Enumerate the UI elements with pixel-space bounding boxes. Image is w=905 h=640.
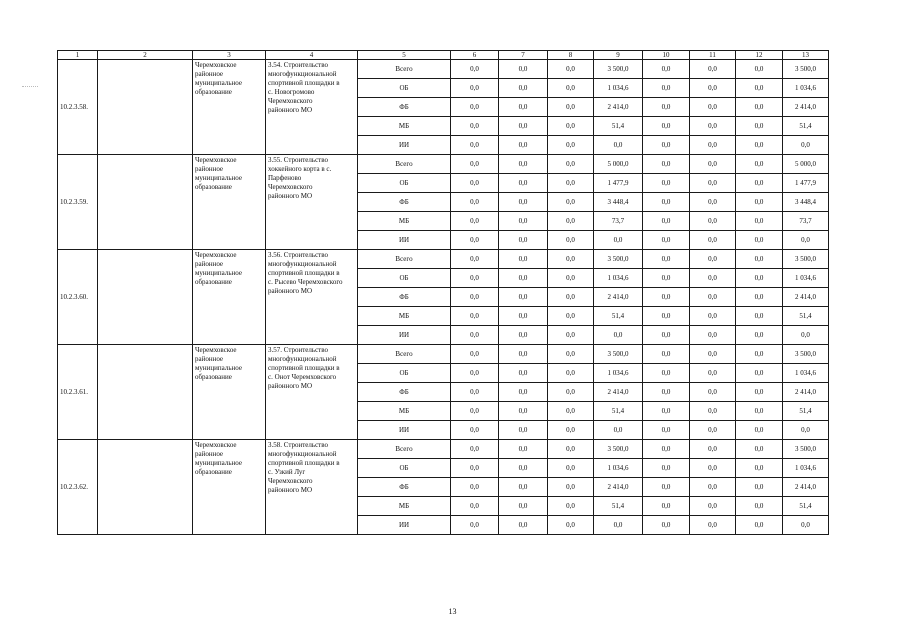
- value-cell: 51,4: [783, 117, 829, 136]
- value-cell: 0,0: [548, 459, 594, 478]
- value-cell: 0,0: [736, 174, 783, 193]
- value-cell: 0,0: [499, 497, 548, 516]
- value-cell: 0,0: [643, 497, 690, 516]
- value-cell: 0,0: [643, 193, 690, 212]
- value-cell: 0,0: [736, 269, 783, 288]
- value-cell: 0,0: [690, 326, 736, 345]
- value-cell: 0,0: [690, 288, 736, 307]
- value-cell: 0,0: [548, 364, 594, 383]
- value-cell: 0,0: [643, 307, 690, 326]
- funding-source-cell: ИИ: [358, 136, 451, 155]
- value-cell: 0,0: [736, 364, 783, 383]
- value-cell: 0,0: [451, 478, 499, 497]
- value-cell: 0,0: [451, 98, 499, 117]
- value-cell: 0,0: [548, 155, 594, 174]
- measure-code: 10.2.3.61.: [58, 345, 98, 440]
- value-cell: 0,0: [736, 326, 783, 345]
- value-cell: 0,0: [451, 383, 499, 402]
- column-header-6: 6: [451, 51, 499, 60]
- organization-cell: Черемховское районное муниципальное образование: [193, 440, 266, 535]
- value-cell: 0,0: [690, 231, 736, 250]
- funding-source-cell: ИИ: [358, 326, 451, 345]
- value-cell: 0,0: [643, 174, 690, 193]
- measure-name-cell: 3.56. Строительство многофункциональной спортивной площадки в с. Рысево Черемховского районного МО: [266, 250, 358, 345]
- funding-source-cell: Всего: [358, 155, 451, 174]
- table-row: [58, 60, 829, 79]
- value-cell: 0,0: [594, 516, 643, 535]
- value-cell: 1 034,6: [783, 79, 829, 98]
- measure-code: 10.2.3.59.: [58, 155, 98, 250]
- value-cell: 0,0: [690, 117, 736, 136]
- value-cell: 51,4: [594, 307, 643, 326]
- value-cell: 0,0: [783, 231, 829, 250]
- table-row: [58, 440, 829, 459]
- funding-source-cell: МБ: [358, 497, 451, 516]
- value-cell: 0,0: [451, 155, 499, 174]
- value-cell: 0,0: [736, 345, 783, 364]
- value-cell: 0,0: [643, 288, 690, 307]
- value-cell: 1 034,6: [594, 269, 643, 288]
- value-cell: 0,0: [499, 117, 548, 136]
- value-cell: 0,0: [643, 60, 690, 79]
- value-cell: 0,0: [499, 516, 548, 535]
- value-cell: 0,0: [594, 326, 643, 345]
- value-cell: 0,0: [690, 478, 736, 497]
- value-cell: 51,4: [594, 402, 643, 421]
- value-cell: 0,0: [690, 440, 736, 459]
- value-cell: 5 000,0: [594, 155, 643, 174]
- value-cell: 0,0: [643, 364, 690, 383]
- organization-cell: Черемховское районное муниципальное образование: [193, 155, 266, 250]
- value-cell: 0,0: [548, 478, 594, 497]
- empty-cell: [98, 440, 193, 535]
- value-cell: 0,0: [643, 79, 690, 98]
- value-cell: 0,0: [736, 288, 783, 307]
- value-cell: 0,0: [451, 497, 499, 516]
- measure-name-cell: 3.55. Строительство хоккейного корта в с. Парфеново Черемховского районного МО: [266, 155, 358, 250]
- value-cell: 0,0: [548, 288, 594, 307]
- value-cell: 0,0: [499, 383, 548, 402]
- value-cell: 0,0: [499, 440, 548, 459]
- value-cell: 0,0: [736, 98, 783, 117]
- value-cell: 0,0: [690, 364, 736, 383]
- value-cell: 0,0: [451, 459, 499, 478]
- funding-source-cell: ФБ: [358, 98, 451, 117]
- value-cell: 0,0: [499, 212, 548, 231]
- value-cell: 0,0: [451, 326, 499, 345]
- value-cell: 0,0: [690, 459, 736, 478]
- empty-cell: [98, 155, 193, 250]
- value-cell: 0,0: [736, 231, 783, 250]
- value-cell: 0,0: [643, 212, 690, 231]
- value-cell: 0,0: [736, 383, 783, 402]
- value-cell: 3 500,0: [783, 250, 829, 269]
- empty-cell: [98, 345, 193, 440]
- table-row: [58, 345, 829, 364]
- column-header-5: 5: [358, 51, 451, 60]
- value-cell: 3 448,4: [594, 193, 643, 212]
- column-header-9: 9: [594, 51, 643, 60]
- column-header-1: 1: [58, 51, 98, 60]
- funding-source-cell: МБ: [358, 212, 451, 231]
- value-cell: 0,0: [499, 307, 548, 326]
- funding-source-cell: ОБ: [358, 459, 451, 478]
- value-cell: 0,0: [499, 250, 548, 269]
- value-cell: 0,0: [643, 459, 690, 478]
- value-cell: 0,0: [783, 326, 829, 345]
- value-cell: 0,0: [690, 155, 736, 174]
- empty-cell: [98, 60, 193, 155]
- value-cell: 0,0: [548, 497, 594, 516]
- value-cell: 0,0: [499, 231, 548, 250]
- funding-source-cell: Всего: [358, 60, 451, 79]
- value-cell: 0,0: [548, 269, 594, 288]
- value-cell: 0,0: [451, 516, 499, 535]
- value-cell: 5 000,0: [783, 155, 829, 174]
- value-cell: 0,0: [643, 117, 690, 136]
- value-cell: 0,0: [451, 269, 499, 288]
- value-cell: 0,0: [451, 231, 499, 250]
- organization-cell: Черемховское районное муниципальное образование: [193, 60, 266, 155]
- value-cell: 0,0: [451, 60, 499, 79]
- funding-source-cell: ИИ: [358, 231, 451, 250]
- value-cell: 0,0: [451, 174, 499, 193]
- table-row: [58, 155, 829, 174]
- value-cell: 0,0: [548, 117, 594, 136]
- value-cell: 0,0: [499, 79, 548, 98]
- value-cell: 0,0: [548, 383, 594, 402]
- value-cell: 0,0: [548, 174, 594, 193]
- value-cell: 0,0: [690, 212, 736, 231]
- measure-code: 10.2.3.58.: [58, 60, 98, 155]
- value-cell: 0,0: [548, 193, 594, 212]
- value-cell: 0,0: [690, 383, 736, 402]
- value-cell: 0,0: [451, 212, 499, 231]
- column-header-12: 12: [736, 51, 783, 60]
- funding-source-cell: ОБ: [358, 269, 451, 288]
- value-cell: 1 034,6: [594, 459, 643, 478]
- value-cell: 3 448,4: [783, 193, 829, 212]
- value-cell: 0,0: [594, 231, 643, 250]
- value-cell: 3 500,0: [594, 345, 643, 364]
- header-row: [58, 51, 829, 60]
- value-cell: 0,0: [690, 60, 736, 79]
- value-cell: 0,0: [690, 421, 736, 440]
- value-cell: 0,0: [594, 136, 643, 155]
- value-cell: 0,0: [499, 478, 548, 497]
- value-cell: 0,0: [736, 307, 783, 326]
- value-cell: 1 034,6: [783, 269, 829, 288]
- value-cell: 0,0: [451, 421, 499, 440]
- funding-source-cell: МБ: [358, 117, 451, 136]
- value-cell: 0,0: [690, 193, 736, 212]
- value-cell: 1 034,6: [594, 364, 643, 383]
- value-cell: 0,0: [736, 516, 783, 535]
- organization-cell: Черемховское районное муниципальное образование: [193, 250, 266, 345]
- value-cell: 51,4: [783, 497, 829, 516]
- value-cell: 0,0: [736, 402, 783, 421]
- value-cell: 0,0: [736, 155, 783, 174]
- funding-source-cell: Всего: [358, 250, 451, 269]
- value-cell: 51,4: [594, 497, 643, 516]
- value-cell: 0,0: [643, 136, 690, 155]
- value-cell: 3 500,0: [783, 440, 829, 459]
- value-cell: 2 414,0: [594, 478, 643, 497]
- value-cell: 0,0: [499, 421, 548, 440]
- value-cell: 0,0: [548, 307, 594, 326]
- budget-table: [57, 50, 829, 535]
- value-cell: 1 477,9: [783, 174, 829, 193]
- column-header-11: 11: [690, 51, 736, 60]
- value-cell: 0,0: [451, 364, 499, 383]
- value-cell: 3 500,0: [783, 345, 829, 364]
- column-header-2: 2: [98, 51, 193, 60]
- funding-source-cell: ФБ: [358, 383, 451, 402]
- value-cell: 0,0: [736, 459, 783, 478]
- value-cell: 0,0: [451, 345, 499, 364]
- funding-source-cell: ОБ: [358, 174, 451, 193]
- value-cell: 0,0: [690, 269, 736, 288]
- value-cell: 0,0: [499, 326, 548, 345]
- value-cell: 1 477,9: [594, 174, 643, 193]
- value-cell: 0,0: [783, 421, 829, 440]
- value-cell: 0,0: [451, 250, 499, 269]
- value-cell: 0,0: [690, 79, 736, 98]
- column-header-4: 4: [266, 51, 358, 60]
- value-cell: 51,4: [783, 307, 829, 326]
- measure-name-cell: 3.58. Строительство многофункциональной спортивной площадки в с. Узкий Луг Черемховского районного МО: [266, 440, 358, 535]
- value-cell: 0,0: [548, 98, 594, 117]
- value-cell: 0,0: [643, 383, 690, 402]
- value-cell: 0,0: [643, 421, 690, 440]
- value-cell: 0,0: [451, 440, 499, 459]
- value-cell: 1 034,6: [783, 364, 829, 383]
- organization-cell: Черемховское районное муниципальное образование: [193, 345, 266, 440]
- funding-source-cell: МБ: [358, 307, 451, 326]
- value-cell: 0,0: [736, 79, 783, 98]
- value-cell: 0,0: [643, 250, 690, 269]
- value-cell: 0,0: [643, 326, 690, 345]
- value-cell: 0,0: [548, 440, 594, 459]
- value-cell: 0,0: [643, 345, 690, 364]
- table-body: [58, 60, 829, 535]
- value-cell: 51,4: [594, 117, 643, 136]
- value-cell: 0,0: [451, 136, 499, 155]
- value-cell: 0,0: [643, 269, 690, 288]
- value-cell: 0,0: [594, 421, 643, 440]
- value-cell: 2 414,0: [594, 288, 643, 307]
- value-cell: 0,0: [548, 212, 594, 231]
- funding-source-cell: ОБ: [358, 364, 451, 383]
- value-cell: 0,0: [643, 478, 690, 497]
- value-cell: 0,0: [736, 497, 783, 516]
- value-cell: 0,0: [643, 402, 690, 421]
- column-header-3: 3: [193, 51, 266, 60]
- value-cell: 0,0: [736, 193, 783, 212]
- value-cell: 0,0: [548, 345, 594, 364]
- funding-source-cell: МБ: [358, 402, 451, 421]
- column-header-7: 7: [499, 51, 548, 60]
- funding-source-cell: ИИ: [358, 421, 451, 440]
- measure-name-cell: 3.54. Строительство многофункциональной спортивной площадки в с. Новогромово Черемховского районного МО: [266, 60, 358, 155]
- funding-source-cell: ФБ: [358, 288, 451, 307]
- value-cell: 3 500,0: [594, 60, 643, 79]
- value-cell: 0,0: [736, 117, 783, 136]
- value-cell: 0,0: [548, 250, 594, 269]
- value-cell: 0,0: [548, 136, 594, 155]
- measure-name-cell: 3.57. Строительство многофункциональной спортивной площадки в с. Онот Черемховского районного МО: [266, 345, 358, 440]
- value-cell: 0,0: [690, 136, 736, 155]
- value-cell: 0,0: [499, 193, 548, 212]
- value-cell: 0,0: [736, 250, 783, 269]
- value-cell: 0,0: [499, 136, 548, 155]
- value-cell: 2 414,0: [783, 98, 829, 117]
- funding-source-cell: Всего: [358, 345, 451, 364]
- measure-code: 10.2.3.60.: [58, 250, 98, 345]
- value-cell: 0,0: [499, 345, 548, 364]
- table-row: [58, 250, 829, 269]
- value-cell: 0,0: [736, 421, 783, 440]
- value-cell: 3 500,0: [594, 250, 643, 269]
- value-cell: 0,0: [499, 459, 548, 478]
- value-cell: 0,0: [451, 193, 499, 212]
- value-cell: 0,0: [499, 288, 548, 307]
- funding-source-cell: Всего: [358, 440, 451, 459]
- value-cell: 0,0: [690, 497, 736, 516]
- value-cell: 0,0: [499, 60, 548, 79]
- value-cell: 51,4: [783, 402, 829, 421]
- value-cell: 0,0: [451, 117, 499, 136]
- value-cell: 0,0: [499, 364, 548, 383]
- value-cell: 0,0: [736, 136, 783, 155]
- value-cell: 0,0: [643, 231, 690, 250]
- value-cell: 0,0: [451, 79, 499, 98]
- column-header-13: 13: [783, 51, 829, 60]
- column-header-10: 10: [643, 51, 690, 60]
- value-cell: 3 500,0: [594, 440, 643, 459]
- value-cell: 2 414,0: [783, 383, 829, 402]
- column-header-8: 8: [548, 51, 594, 60]
- value-cell: 0,0: [451, 288, 499, 307]
- empty-cell: [98, 250, 193, 345]
- value-cell: 0,0: [690, 345, 736, 364]
- value-cell: 0,0: [690, 402, 736, 421]
- value-cell: 0,0: [643, 516, 690, 535]
- value-cell: 0,0: [499, 269, 548, 288]
- value-cell: 2 414,0: [594, 98, 643, 117]
- value-cell: 0,0: [736, 440, 783, 459]
- value-cell: 0,0: [499, 402, 548, 421]
- measure-code: 10.2.3.62.: [58, 440, 98, 535]
- value-cell: 0,0: [548, 421, 594, 440]
- value-cell: 0,0: [690, 174, 736, 193]
- funding-source-cell: ОБ: [358, 79, 451, 98]
- value-cell: 0,0: [499, 155, 548, 174]
- value-cell: 0,0: [690, 98, 736, 117]
- value-cell: 0,0: [548, 79, 594, 98]
- funding-source-cell: ФБ: [358, 193, 451, 212]
- value-cell: 1 034,6: [594, 79, 643, 98]
- value-cell: 0,0: [736, 478, 783, 497]
- value-cell: 0,0: [690, 516, 736, 535]
- value-cell: 0,0: [783, 516, 829, 535]
- value-cell: 0,0: [499, 98, 548, 117]
- value-cell: 3 500,0: [783, 60, 829, 79]
- scan-mark: [22, 86, 38, 89]
- value-cell: 0,0: [451, 307, 499, 326]
- page-number: 13: [448, 607, 457, 616]
- value-cell: 0,0: [548, 402, 594, 421]
- value-cell: 1 034,6: [783, 459, 829, 478]
- table-header: [58, 51, 829, 60]
- value-cell: 0,0: [643, 155, 690, 174]
- funding-source-cell: ИИ: [358, 516, 451, 535]
- value-cell: 73,7: [783, 212, 829, 231]
- value-cell: 73,7: [594, 212, 643, 231]
- value-cell: 0,0: [690, 307, 736, 326]
- value-cell: 0,0: [736, 212, 783, 231]
- value-cell: 0,0: [548, 231, 594, 250]
- value-cell: 0,0: [643, 98, 690, 117]
- value-cell: 0,0: [643, 440, 690, 459]
- value-cell: 0,0: [548, 516, 594, 535]
- value-cell: 0,0: [451, 402, 499, 421]
- value-cell: 0,0: [783, 136, 829, 155]
- value-cell: 0,0: [690, 250, 736, 269]
- value-cell: 2 414,0: [594, 383, 643, 402]
- value-cell: 2 414,0: [783, 288, 829, 307]
- value-cell: 0,0: [548, 326, 594, 345]
- value-cell: 0,0: [548, 60, 594, 79]
- value-cell: 2 414,0: [783, 478, 829, 497]
- value-cell: 0,0: [736, 60, 783, 79]
- value-cell: 0,0: [499, 174, 548, 193]
- funding-source-cell: ФБ: [358, 478, 451, 497]
